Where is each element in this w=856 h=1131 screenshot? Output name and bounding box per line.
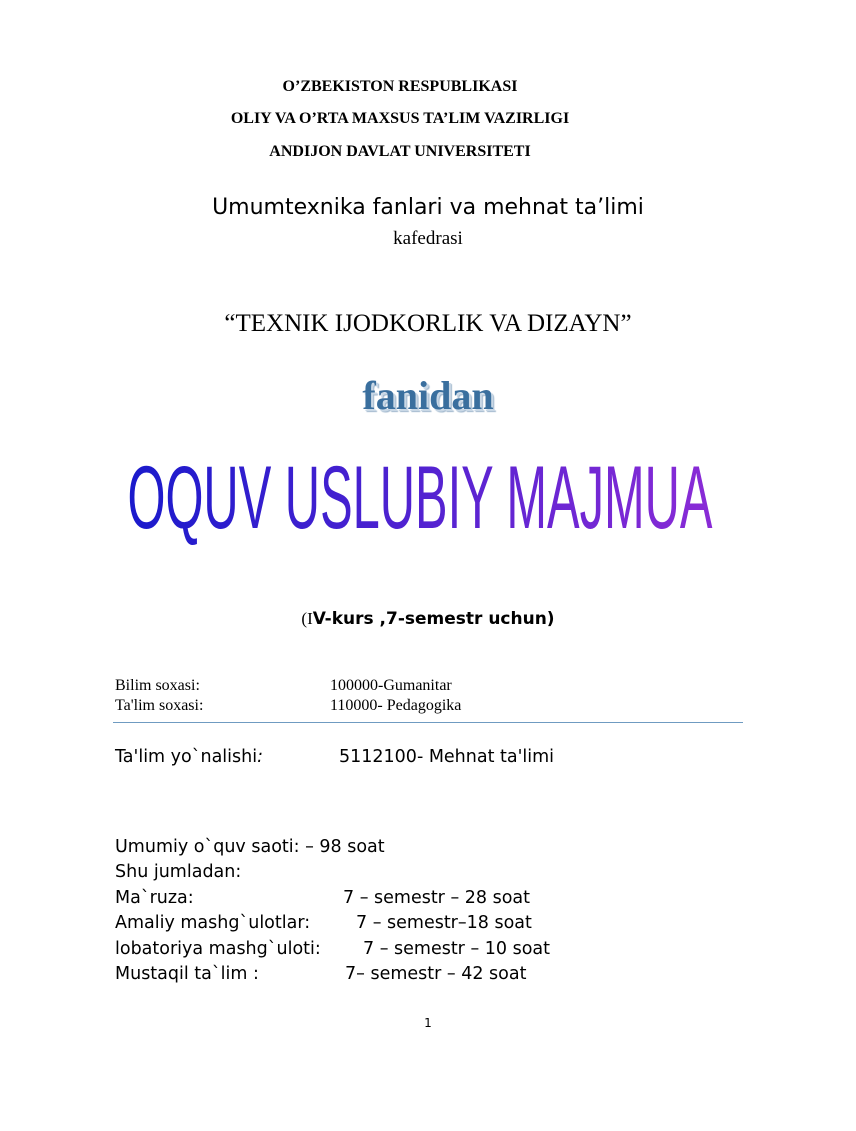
horizontal-rule [113, 722, 743, 723]
subject-title: “TEXNIK IJODKORLIK VA DIZAYN” [224, 310, 632, 337]
hours-row-practical [115, 913, 532, 933]
direction-row [115, 747, 554, 767]
hours-including: Shu jumladan: [115, 862, 242, 882]
direction-colon: : [257, 747, 263, 767]
direction-value: 5112100- Mehnat ta'limi [339, 747, 555, 767]
fanidan-wordart: fanidan [362, 373, 494, 418]
course-paren: (I [301, 609, 313, 628]
hours-label: Mustaqil ta`lim : [115, 964, 259, 984]
field-row-bilim [115, 677, 452, 695]
course-info [0, 609, 856, 629]
main-title: OQUV USLUBIY MAJMUA [127, 447, 713, 548]
header-country: O’ZBEKISTON RESPUBLIKASI [282, 78, 518, 95]
page-number: 1 [424, 1016, 432, 1030]
field-label: Ta'lim soxasi: [115, 697, 204, 714]
course-text: V-kurs ,7-semestr uchun) [312, 609, 555, 629]
hours-label: Amaliy mashg`ulotlar: [115, 913, 311, 933]
hours-label: Ma`ruza: [115, 888, 194, 908]
department-name: Umumtexnika fanlari va mehnat ta’limi [212, 195, 644, 220]
hours-row-lab [115, 939, 550, 959]
hours-row-independent [115, 964, 526, 984]
hours-value: 7 – semestr – 28 soat [343, 888, 530, 908]
field-value: 110000- Pedagogika [330, 697, 462, 714]
field-label: Bilim soxasi: [115, 677, 200, 694]
main-title-wordart [120, 447, 720, 555]
hours-value: 7 – semestr – 10 soat [363, 939, 550, 959]
department-suffix: kafedrasi [393, 228, 463, 249]
header-ministry: OLIY VA O’RTA MAXSUS TA’LIM VAZIRLIGI [230, 110, 570, 127]
hours-total: Umumiy o`quv saoti: – 98 soat [115, 837, 385, 857]
field-value: 100000-Gumanitar [330, 677, 452, 694]
header-university: ANDIJON DAVLAT UNIVERSITETI [269, 143, 531, 160]
field-row-talim [115, 697, 461, 715]
hours-label: lobatoriya mashg`uloti: [115, 939, 321, 959]
direction-label: Ta'lim yo`nalishi [115, 747, 258, 767]
hours-row-lecture [115, 888, 530, 908]
hours-value: 7– semestr – 42 soat [345, 964, 527, 984]
hours-value: 7 – semestr–18 soat [356, 913, 532, 933]
